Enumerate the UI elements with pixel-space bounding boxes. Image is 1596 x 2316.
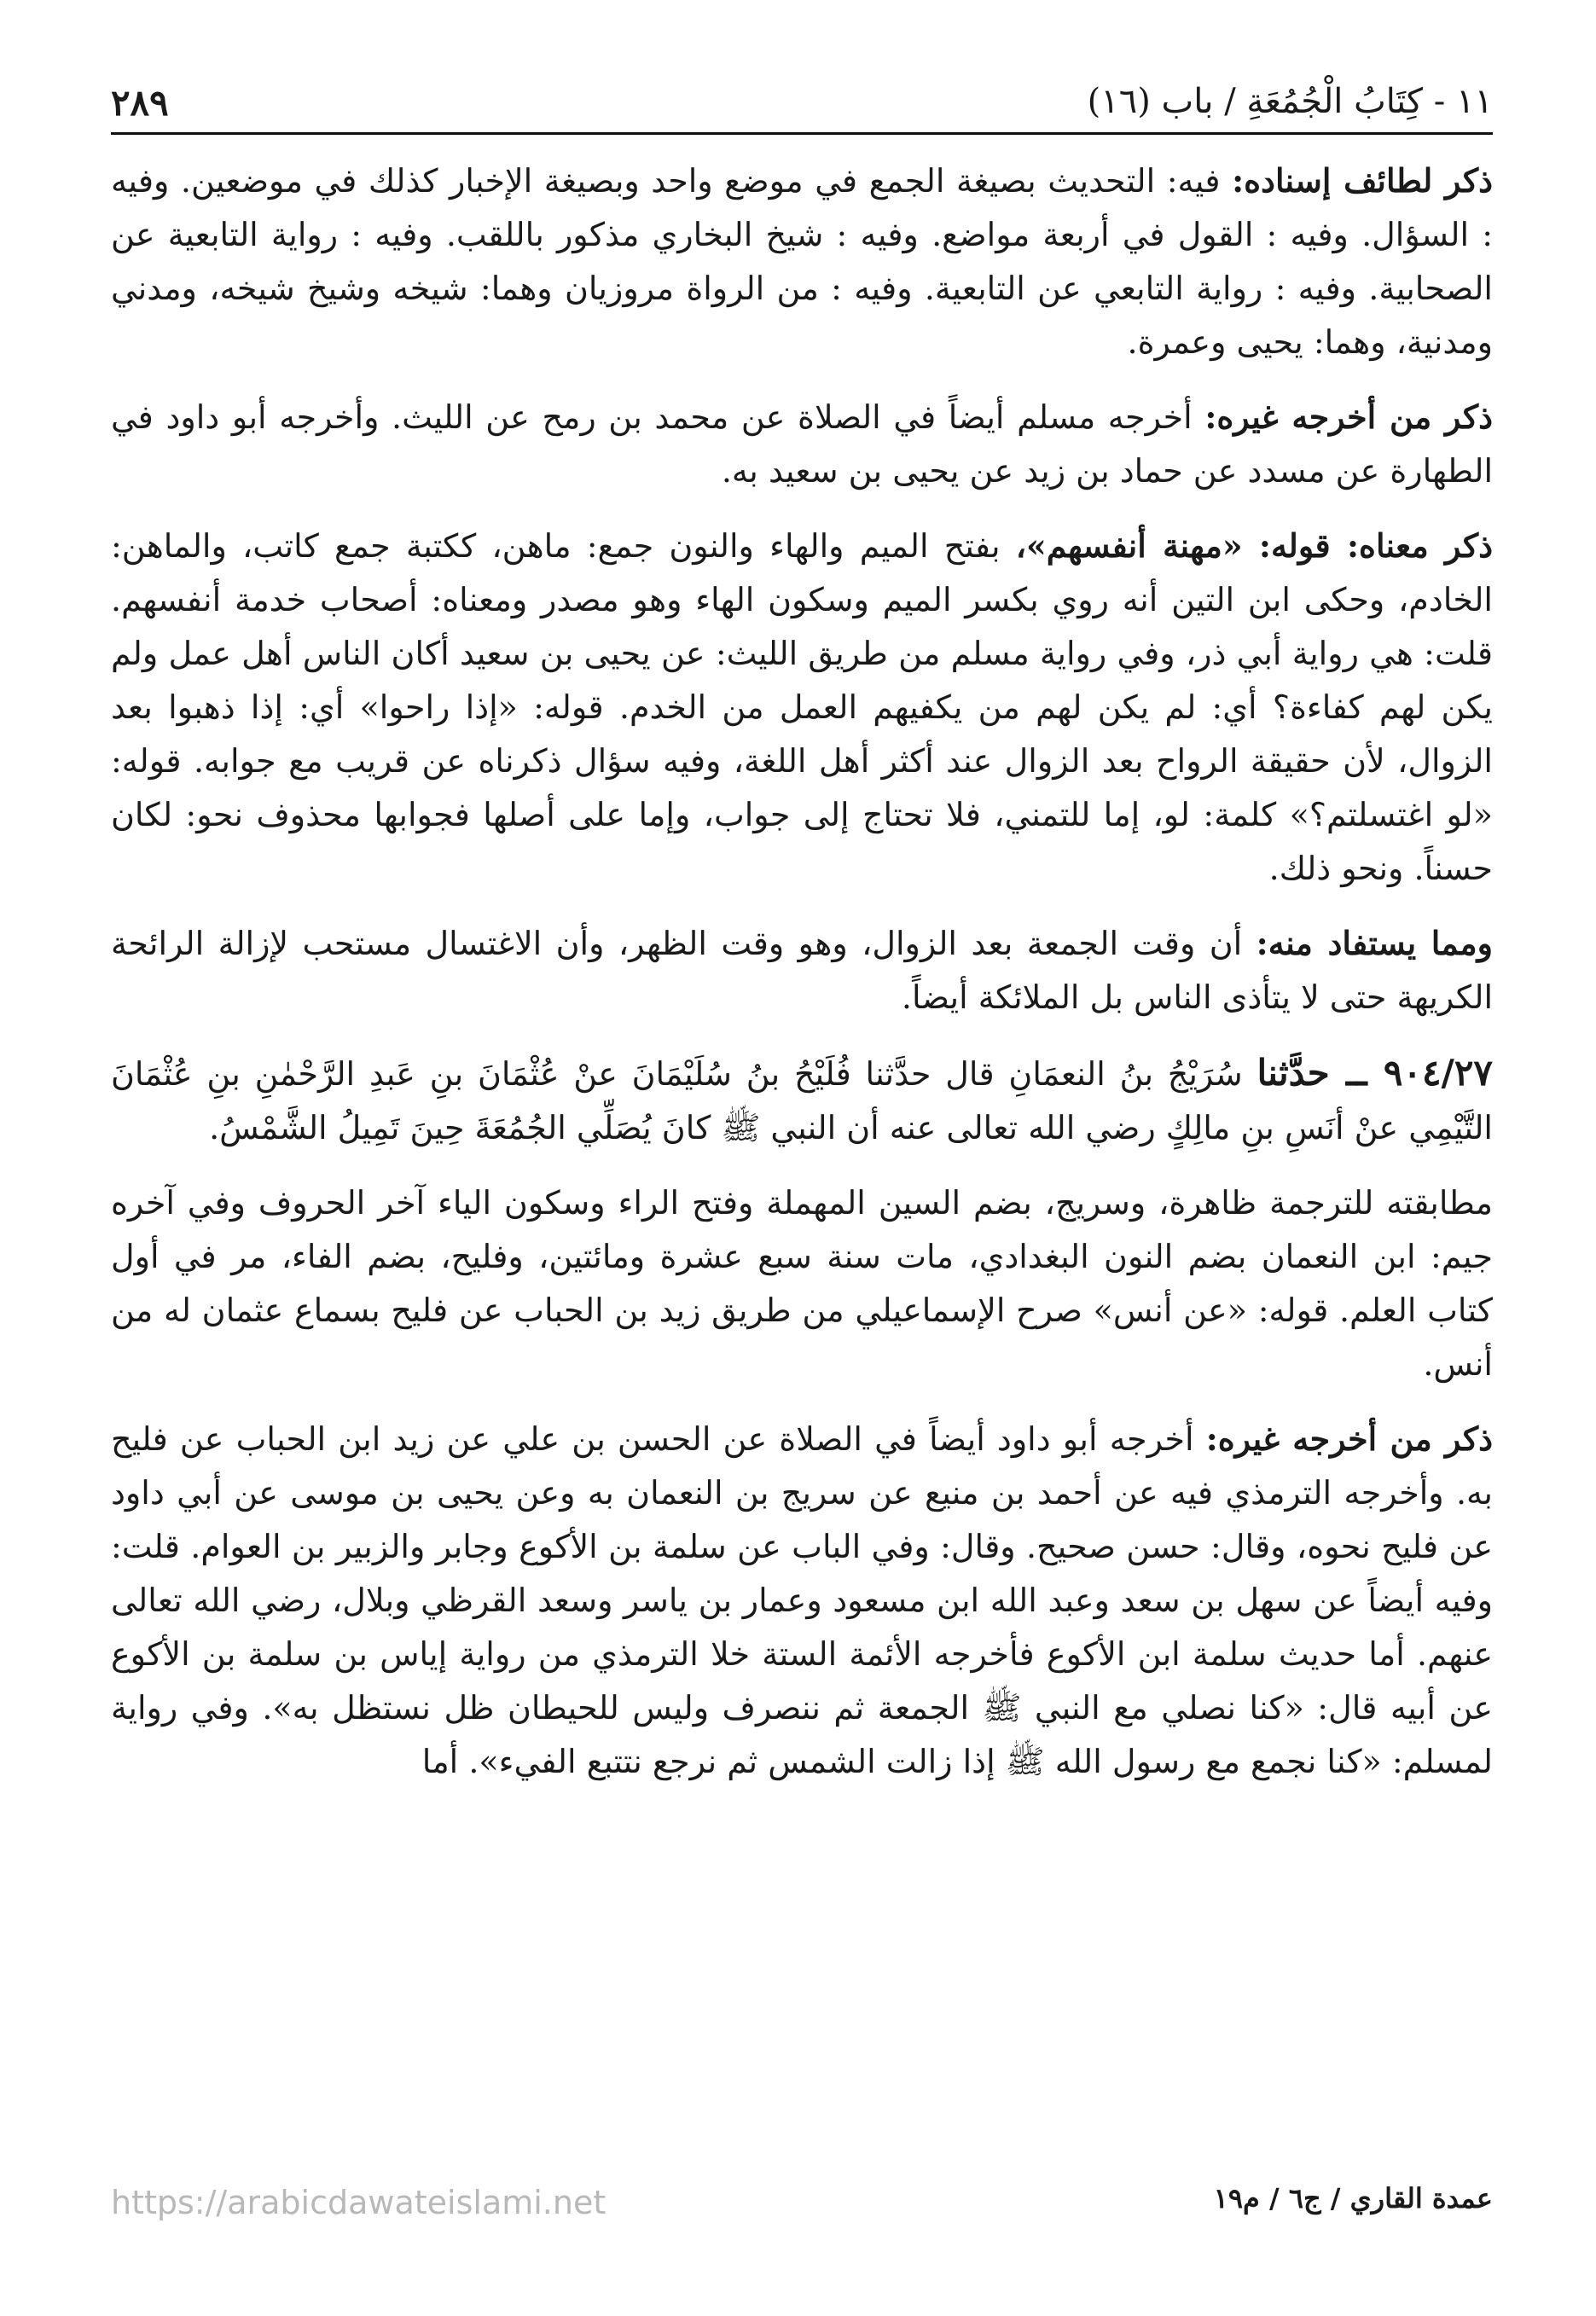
- paragraph-commentary: [111, 1175, 1493, 1391]
- paragraph-text: أن وقت الجمعة بعد الزوال، وهو وقت الظهر، وأن الاغتسال مستحب لإزالة الرائحة الكريهة حتى لا يتأذى الناس بل الملائكة أيضاً.: [111, 925, 1493, 1016]
- paragraph-heading: ذكر معناه: قوله: «مهنة أنفسهم»،: [1015, 526, 1493, 565]
- hadith-text: [111, 1045, 1493, 1155]
- paragraph-text: فيه: التحديث بصيغة الجمع في موضع واحد وبصيغة الإخبار كذلك في موضعين. وفيه : السؤال. وفيه : القول في أربعة مواضع. وفيه : شيخ البخاري مذكور باللقب. وفيه : رواية التابعية عن الصحابية. وفيه : رواية التابعي عن التابعية. وفيه : من الرواة مروزيان وهما: شيخه وشيخ شيخه، ومدني ومدنية، وهما: يحيى وعمرة.: [111, 162, 1493, 361]
- running-title: ١١ - كِتَابُ الْجُمُعَةِ / باب (١٦): [1087, 82, 1493, 121]
- watermark-url: https://arabicdawateislami.net: [111, 2184, 606, 2221]
- paragraph-takhrij: [111, 390, 1493, 498]
- paragraph-takhrij-2: [111, 1412, 1493, 1789]
- page-header: [111, 51, 1493, 135]
- paragraph-meaning: [111, 519, 1493, 896]
- document-page: [111, 51, 1493, 2286]
- paragraph-text: بفتح الميم والهاء والنون جمع: ماهن، ككتبة جمع كاتب، والماهن: الخادم، وحكى ابن التين أنه روي بكسر الميم وسكون الهاء وهو مصدر ومعناه: أصحاب خدمة أنفسهم. قلت: هي رواية أبي ذر، وفي رواية مسلم من طريق الليث: عن يحيى بن سعيد أكان الناس أهل عمل ولم يكن لهم كفاءة؟ أي: لم يكن لهم من يكفيهم العمل من الخدم. قوله: «إذا راحوا» أي: إذا ذهبوا بعد الزوال، لأن حقيقة الرواح بعد الزوال عند أكثر أهل اللغة، وفيه سؤال ذكرناه عن قريب مع جوابه. قوله: «لو اغتسلتم؟» كلمة: لو، إما للتمني، فلا تحتاج إلى جواب، وإما على أصلها فجوابها محذوف نحو: لكان حسناً. ونحو ذلك.: [111, 527, 1493, 887]
- page-number: ٢٨٩: [111, 82, 169, 124]
- paragraph-isnad: [111, 154, 1493, 369]
- paragraph-benefits: [111, 916, 1493, 1024]
- paragraph-text: سُرَيْجُ بنُ النعمَانِ قال حدَّثنا فُلَيْحُ بنُ سُلَيْمَانَ عنْ عُثْمَانَ بنِ عَبدِ الرَّحْمٰنِ بنِ عُثْمَانَ التَّيْمِي عنْ أنَسِ بنِ مالِكٍ رضي الله تعالى عنه أن النبي ﷺ كانَ يُصَلِّي الجُمُعَةَ حِينَ تَمِيلُ الشَّمْسُ.: [111, 1055, 1493, 1146]
- paragraph-heading: ذكر من أخرجه غيره:: [1204, 398, 1493, 436]
- page-body: [111, 154, 1493, 1789]
- paragraph-text: أخرجه مسلم أيضاً في الصلاة عن محمد بن رمح عن الليث. وأخرجه أبو داود في الطهارة عن مسدد عن حماد بن زيد عن يحيى بن سعيد به.: [111, 398, 1493, 490]
- paragraph-heading: ومما يستفاد منه:: [1256, 924, 1493, 962]
- hadith-number: ٩٠٤/٢٧ ــ حدَّثنا: [1256, 1052, 1493, 1094]
- paragraph-text: مطابقته للترجمة ظاهرة، وسريج، بضم السين المهملة وفتح الراء وسكون الياء آخر الحروف وفي آخره جيم: ابن النعمان بضم النون البغدادي، مات سنة سبع عشرة ومائتين، وفليح، بضم الفاء، مر في أول كتاب العلم. قوله: «عن أنس» صرح الإسماعيلي من طريق زيد بن الحباب عن فليح بسماع عثمان له من أنس.: [111, 1184, 1493, 1383]
- paragraph-heading: ذكر لطائف إسناده:: [1232, 161, 1493, 200]
- volume-reference: عمدة القاري / ج٦ / م١٩: [1213, 2182, 1493, 2214]
- paragraph-heading: ذكر من أخرجه غيره:: [1205, 1419, 1493, 1458]
- paragraph-text: أخرجه أبو داود أيضاً في الصلاة عن الحسن بن علي عن زيد ابن الحباب عن فليح به. وأخرجه الترمذي فيه عن أحمد بن منيع عن سريج بن النعمان به وعن يحيى بن موسى عن أبي داود عن فليح نحوه، وقال: حسن صحيح. وقال: وفي الباب عن سلمة بن الأكوع وجابر والزبير بن العوام. قلت: وفيه أيضاً عن سهل بن سعد وعبد الله ابن مسعود وعمار بن ياسر وسعد القرظي وبلال، رضي الله تعالى عنهم. أما حديث سلمة ابن الأكوع فأخرجه الأئمة الستة خلا الترمذي من رواية إياس بن سلمة بن الأكوع عن أبيه قال: «كنا نصلي مع النبي ﷺ الجمعة ثم ننصرف وليس للحيطان ظل نستظل به». وفي رواية لمسلم: «كنا نجمع مع رسول الله ﷺ إذا زالت الشمس ثم نرجع نتتبع الفيء». أما: [111, 1420, 1493, 1780]
